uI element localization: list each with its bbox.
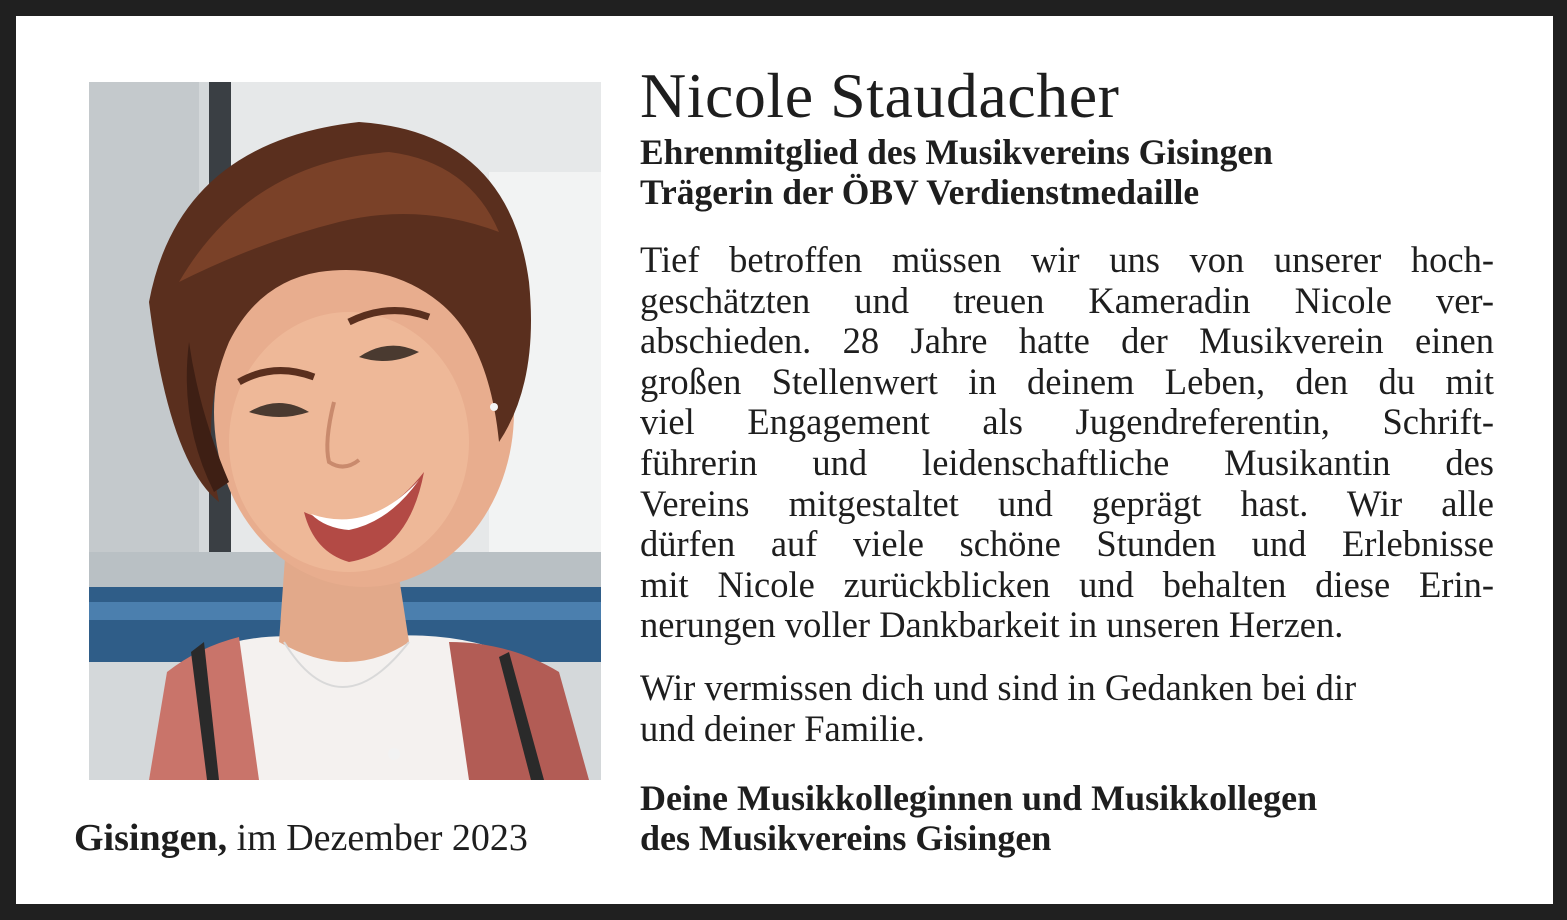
signature <box>640 778 1317 858</box>
closing-line: und deiner Familie. <box>640 707 925 749</box>
honor-title-line: Ehrenmitglied des Musikvereins Gisingen <box>640 132 1273 172</box>
honor-titles <box>640 132 1273 212</box>
body-line: abschieden. 28 Jahre hatte der Musikverein einen <box>640 320 1494 362</box>
honor-title-line: Trägerin der ÖBV Verdienstmedaille <box>640 172 1200 212</box>
date-text: im Dezember 2023 <box>236 817 528 859</box>
closing-paragraph <box>640 668 1494 749</box>
body-line: viel Engagement als Jugendreferentin, Schrift- <box>640 401 1494 443</box>
body-line: dürfen auf viele schöne Stunden und Erlebnisse <box>640 523 1494 565</box>
body-line: führerin und leidenschaftliche Musikantin des <box>640 441 1494 483</box>
body-line: mit Nicole zurückblicken und behalten diese Erin- <box>640 563 1494 605</box>
obituary-body <box>640 240 1494 646</box>
body-line: Tief betroffen müssen wir uns von unserer hoch- <box>640 239 1494 280</box>
body-line: Vereins mitgestaltet und geprägt hast. Wir alle <box>640 482 1494 524</box>
body-line: großen Stellenwert in deinem Leben, den du mit <box>640 360 1494 402</box>
signature-line: Deine Musikkolleginnen und Musikkollegen <box>640 778 1318 818</box>
body-line: geschätzten und treuen Kameradin Nicole ver- <box>640 279 1494 321</box>
signature-line: des Musikvereins Gisingen <box>640 818 1052 858</box>
portrait-illustration <box>89 82 601 780</box>
portrait-photo <box>89 82 601 780</box>
closing-line: Wir vermissen dich und sind in Gedanken bei dir <box>640 667 1357 708</box>
place-name: Gisingen, <box>74 817 228 859</box>
place-date <box>74 814 594 862</box>
deceased-name: Nicole Staudacher <box>640 60 1120 131</box>
body-line: nerungen voller Dankbarkeit in unseren Herzen. <box>640 604 1344 646</box>
